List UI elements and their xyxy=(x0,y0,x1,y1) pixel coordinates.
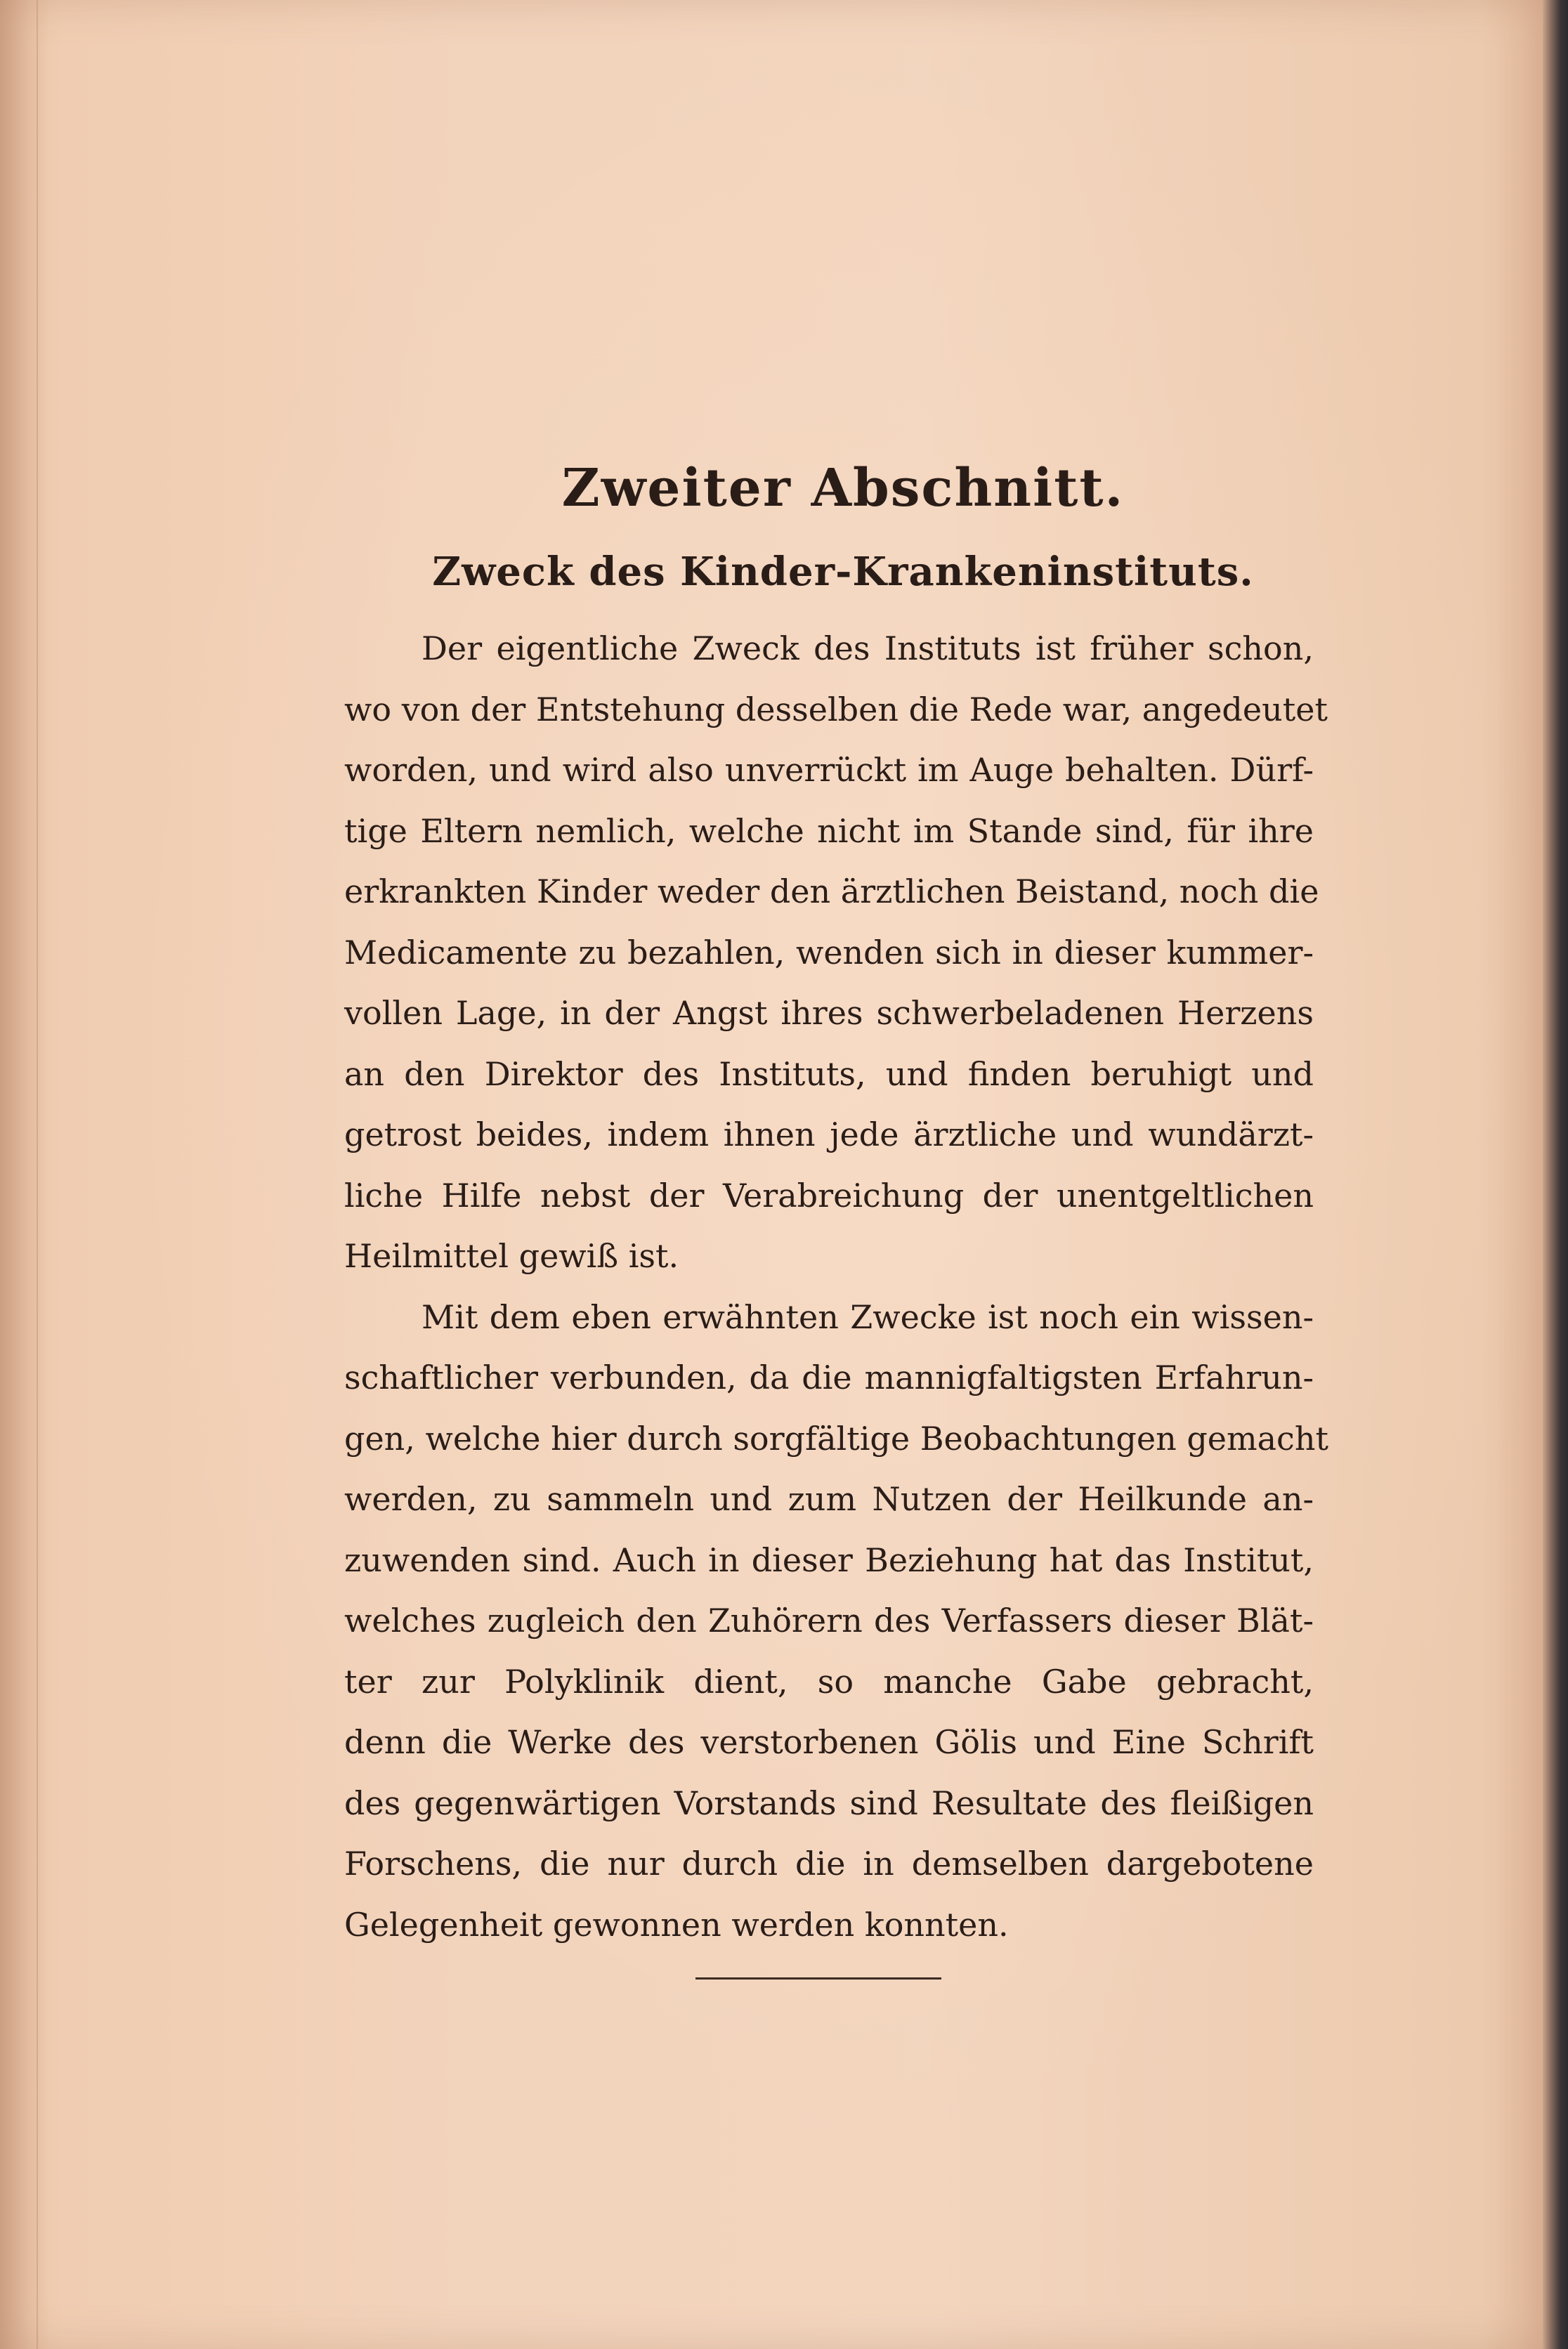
section-heading: Zweck des Kinder-Krankeninstituts. xyxy=(432,549,1254,595)
paragraph-1 xyxy=(344,618,1328,1287)
text-line: getrost beides, indem ihnen jede ärztliche und wundärzt- xyxy=(344,1115,1314,1153)
text-line: liche Hilfe nebst der Verabreichung der unentgeltlichen xyxy=(344,1176,1314,1215)
page-fold-line xyxy=(37,0,38,2349)
text-line: tige Eltern nemlich, welche nicht im Stande sind, für ihre xyxy=(344,811,1314,850)
text-line: worden, und wird also unverrückt im Auge behalten. Dürf- xyxy=(344,751,1314,789)
page-gutter-shadow xyxy=(0,0,49,2349)
text-line: schaftlicher verbunden, da die mannigfaltigsten Erfahrun- xyxy=(344,1359,1314,1396)
text-line: Gelegenheit gewonnen werden konnten. xyxy=(344,1905,1009,1944)
text-line: an den Direktor des Instituts, und finden beruhigt und xyxy=(344,1054,1314,1093)
text-line: vollen Lage, in der Angst ihres schwerbeladenen Herzens xyxy=(344,994,1314,1032)
text-line: Medicamente zu bezahlen, wenden sich in dieser kummer- xyxy=(344,933,1314,971)
text-line: Forschens, die nur durch die in demselben dargebotene xyxy=(344,1845,1314,1883)
text-line: werden, zu sammeln und zum Nutzen der Heilkunde an- xyxy=(344,1480,1314,1518)
page-text-block xyxy=(344,450,1328,1955)
text-line: denn die Werke des verstorbenen Gölis und Eine Schrift xyxy=(344,1723,1314,1761)
scan-background-edge xyxy=(1543,0,1568,2349)
text-line: gen, welche hier durch sorgfältige Beobachtungen gemacht xyxy=(344,1419,1328,1458)
text-line: Der eigentliche Zweck des Instituts ist früher schon, xyxy=(422,629,1314,667)
text-line: Heilmittel gewiß ist. xyxy=(344,1237,679,1275)
section-end-rule xyxy=(695,1977,941,1980)
text-line: welches zugleich den Zuhörern des Verfassers dieser Blät- xyxy=(344,1602,1314,1640)
paragraph-2 xyxy=(344,1287,1328,1956)
text-line: des gegenwärtigen Vorstands sind Resultate des fleißigen xyxy=(344,1784,1314,1822)
chapter-heading: Zweiter Abschnitt. xyxy=(561,458,1125,518)
text-line: wo von der Entstehung desselben die Rede war, angedeutet xyxy=(344,690,1328,728)
text-line: Mit dem eben erwähnten Zwecke ist noch ein wissen- xyxy=(422,1297,1314,1336)
text-line: zuwenden sind. Auch in dieser Beziehung hat das Institut, xyxy=(344,1540,1314,1579)
text-line: erkrankten Kinder weder den ärztlichen Beistand, noch die xyxy=(344,872,1319,910)
text-line: ter zur Polyklinik dient, so manche Gabe gebracht, xyxy=(344,1662,1314,1701)
